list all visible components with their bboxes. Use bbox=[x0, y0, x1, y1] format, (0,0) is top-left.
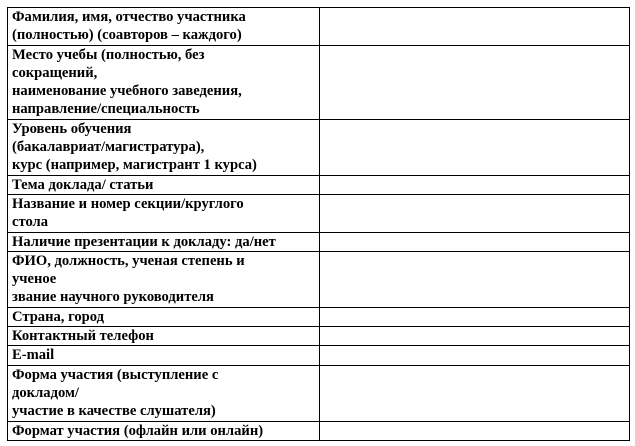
label-line: Тема доклада/ статьи bbox=[12, 176, 154, 193]
label-line: (полностью) (соавторов – каждого) bbox=[12, 27, 242, 44]
row-study-place bbox=[8, 45, 630, 119]
label-line: наименование учебного заведения, bbox=[12, 83, 242, 100]
form-table-body bbox=[8, 8, 630, 441]
label-line: E-mail bbox=[12, 347, 55, 364]
label-participation-form bbox=[8, 365, 320, 421]
label-study-place bbox=[8, 45, 320, 119]
label-line: участие в качестве слушателя) bbox=[12, 403, 216, 420]
label-line: направление/специальность bbox=[12, 101, 200, 118]
label-phone bbox=[8, 327, 320, 346]
label-line: Формат участия (офлайн или онлайн) bbox=[12, 422, 264, 439]
row-study-level bbox=[8, 119, 630, 175]
label-line: Уровень обучения bbox=[12, 120, 132, 137]
label-line: Контактный телефон bbox=[12, 328, 154, 345]
label-line: Место учебы (полностью, без bbox=[12, 46, 205, 63]
label-line: Форма участия (выступление с bbox=[12, 366, 219, 383]
value-study-level[interactable] bbox=[320, 119, 630, 175]
participant-form-table bbox=[7, 7, 630, 441]
row-country-city bbox=[8, 307, 630, 326]
value-full-name[interactable] bbox=[320, 8, 630, 46]
label-supervisor bbox=[8, 251, 320, 307]
row-report-topic bbox=[8, 175, 630, 194]
row-participation-form bbox=[8, 365, 630, 421]
row-phone bbox=[8, 327, 630, 346]
label-line: звание научного руководителя bbox=[12, 289, 214, 306]
value-email[interactable] bbox=[320, 346, 630, 365]
label-line: ФИО, должность, ученая степень и bbox=[12, 252, 245, 269]
label-line: курс (например, магистрант 1 курса) bbox=[12, 157, 257, 174]
value-country-city[interactable] bbox=[320, 307, 630, 326]
label-presentation bbox=[8, 232, 320, 251]
value-participation-form[interactable] bbox=[320, 365, 630, 421]
label-line: сокращений, bbox=[12, 64, 98, 81]
label-line: Название и номер секции/круглого bbox=[12, 195, 244, 212]
label-study-level bbox=[8, 119, 320, 175]
label-full-name bbox=[8, 8, 320, 46]
label-email bbox=[8, 346, 320, 365]
label-line: Фамилия, имя, отчество участника bbox=[12, 9, 246, 25]
value-participation-format[interactable] bbox=[320, 421, 630, 440]
row-section-name bbox=[8, 194, 630, 232]
label-line: Наличие презентации к докладу: да/нет bbox=[12, 233, 276, 250]
label-line: докладом/ bbox=[12, 384, 79, 401]
label-participation-format bbox=[8, 421, 320, 440]
row-participation-format bbox=[8, 421, 630, 440]
value-supervisor[interactable] bbox=[320, 251, 630, 307]
value-phone[interactable] bbox=[320, 327, 630, 346]
label-section-name bbox=[8, 194, 320, 232]
value-section-name[interactable] bbox=[320, 194, 630, 232]
label-line: (бакалавриат/магистратура), bbox=[12, 139, 205, 156]
label-report-topic bbox=[8, 175, 320, 194]
label-line: Страна, город bbox=[12, 308, 105, 325]
label-line: стола bbox=[12, 214, 49, 231]
row-full-name bbox=[8, 8, 630, 46]
label-country-city bbox=[8, 307, 320, 326]
row-supervisor bbox=[8, 251, 630, 307]
row-presentation bbox=[8, 232, 630, 251]
value-presentation[interactable] bbox=[320, 232, 630, 251]
value-study-place[interactable] bbox=[320, 45, 630, 119]
label-line: ученое bbox=[12, 271, 57, 288]
row-email bbox=[8, 346, 630, 365]
value-report-topic[interactable] bbox=[320, 175, 630, 194]
